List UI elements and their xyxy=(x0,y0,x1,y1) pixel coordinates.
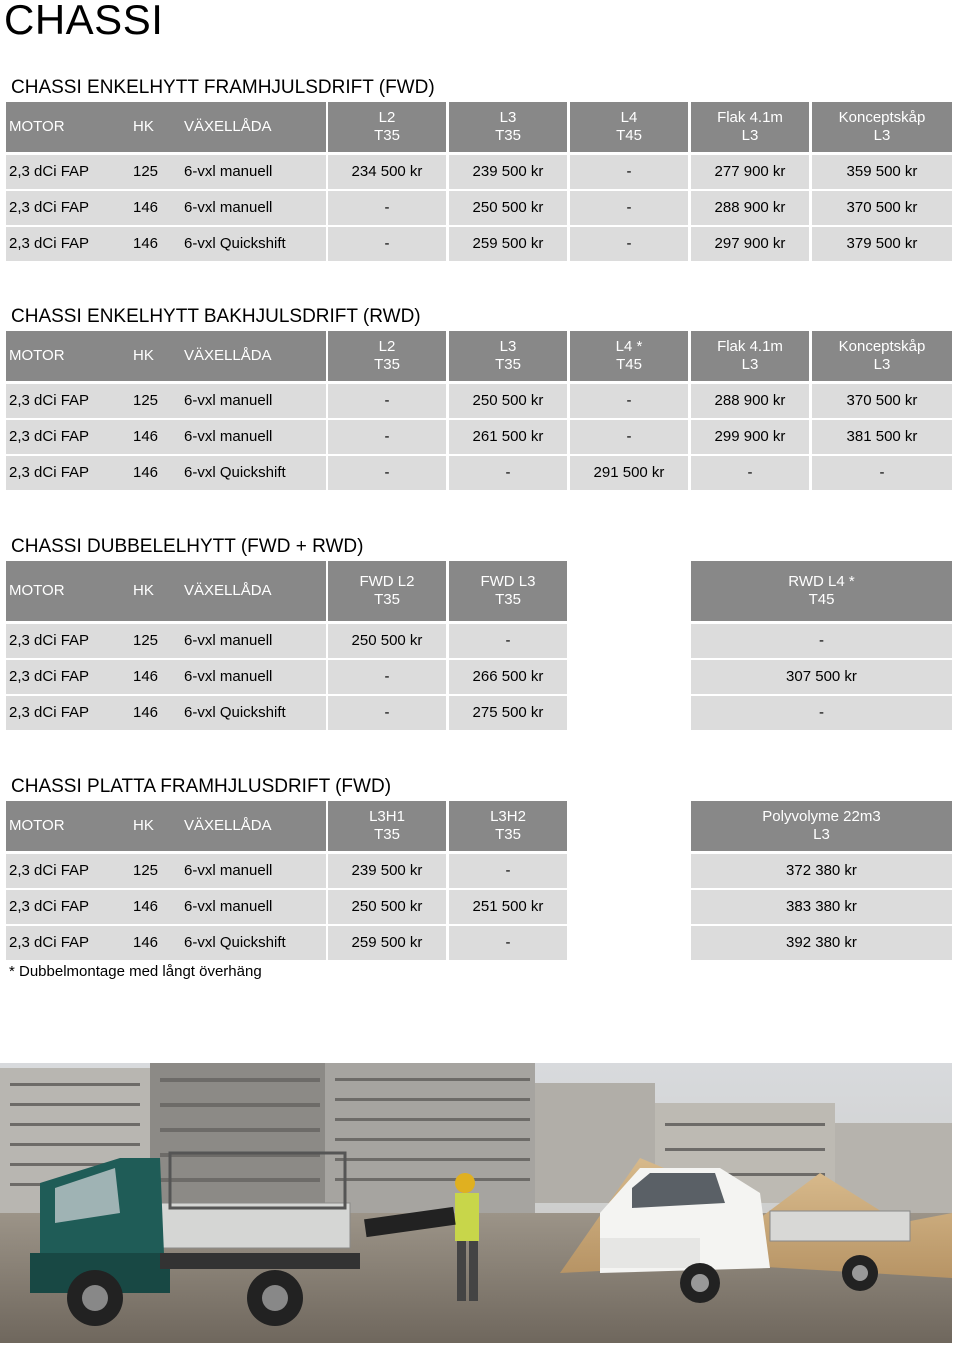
price-table-platform xyxy=(6,801,952,960)
row-hk: 146 xyxy=(133,235,159,252)
column-header xyxy=(691,801,952,851)
row-gear: 6-vxl manuell xyxy=(184,199,273,216)
price-cell: 288 900 kr xyxy=(714,392,786,409)
price-cell: 277 900 kr xyxy=(714,163,786,180)
row-gear: 6-vxl manuell xyxy=(184,862,273,879)
price-cell: 392 380 kr xyxy=(786,934,857,951)
price-cell: 250 500 kr xyxy=(472,199,544,216)
price-cell: 250 500 kr xyxy=(351,898,423,915)
row-hk: 125 xyxy=(133,862,159,879)
row-hk: 146 xyxy=(133,464,159,481)
column-header-line2: T35 xyxy=(495,127,521,144)
column-header-line1: L2 xyxy=(378,109,396,126)
column-header xyxy=(570,102,688,152)
row-motor: 2,3 dCi FAP xyxy=(9,898,90,915)
price-cell: 381 500 kr xyxy=(846,428,918,445)
price-cell: - xyxy=(384,704,390,721)
row-hk: 146 xyxy=(133,668,159,685)
row-motor: 2,3 dCi FAP xyxy=(9,163,90,180)
column-header-line2: L3 xyxy=(813,826,830,843)
section-title: CHASSI PLATTA FRAMHJLUSDRIFT (FWD) xyxy=(11,776,392,797)
price-cell: - xyxy=(505,862,511,879)
column-header xyxy=(691,102,809,152)
column-header xyxy=(570,331,688,381)
footnote: * Dubbelmontage med långt överhäng xyxy=(9,963,262,980)
row-motor: 2,3 dCi FAP xyxy=(9,668,90,685)
price-cell: 275 500 kr xyxy=(472,704,544,721)
section-title: CHASSI ENKELHYTT FRAMHJULSDRIFT (FWD) xyxy=(11,77,435,98)
price-cell: - xyxy=(879,464,885,481)
column-header-line2: L3 xyxy=(873,356,891,373)
price-cell: - xyxy=(819,632,824,649)
price-cell: 297 900 kr xyxy=(714,235,786,252)
price-cell: - xyxy=(384,428,390,445)
price-cell: - xyxy=(384,464,390,481)
column-header xyxy=(328,801,446,851)
row-motor: 2,3 dCi FAP xyxy=(9,934,90,951)
header-motor: MOTOR xyxy=(9,817,65,834)
column-header-line2: T35 xyxy=(495,356,521,373)
price-cell: 250 500 kr xyxy=(351,632,423,649)
column-header xyxy=(449,801,567,851)
price-cell: 370 500 kr xyxy=(846,199,918,216)
price-cell: 266 500 kr xyxy=(472,668,544,685)
column-header xyxy=(691,561,952,621)
column-header xyxy=(449,561,567,621)
price-cell: 234 500 kr xyxy=(351,163,423,180)
column-header-line2: T35 xyxy=(374,127,400,144)
vehicle-photo xyxy=(0,1063,952,1343)
row-gear: 6-vxl Quickshift xyxy=(184,934,286,951)
column-header-line1: L2 xyxy=(378,338,396,355)
price-cell: 370 500 kr xyxy=(846,392,918,409)
header-motor: MOTOR xyxy=(9,582,65,599)
row-gear: 6-vxl manuell xyxy=(184,668,273,685)
column-header xyxy=(449,331,567,381)
row-motor: 2,3 dCi FAP xyxy=(9,632,90,649)
row-motor: 2,3 dCi FAP xyxy=(9,428,90,445)
column-header-line1: L4 * xyxy=(615,338,643,355)
price-cell: 383 380 kr xyxy=(786,898,857,915)
price-table-fwd xyxy=(6,102,952,261)
page-title: CHASSI xyxy=(4,0,164,43)
price-cell: - xyxy=(626,428,632,445)
price-cell: - xyxy=(505,464,511,481)
section-title: CHASSI DUBBELELHYTT (FWD + RWD) xyxy=(11,536,364,557)
header-gear: VÄXELLÅDA xyxy=(184,347,272,364)
row-hk: 125 xyxy=(133,163,159,180)
price-cell: - xyxy=(626,163,632,180)
price-cell: - xyxy=(384,199,390,216)
header-motor: MOTOR xyxy=(9,118,65,135)
price-cell: - xyxy=(626,235,632,252)
column-header-line2: L3 xyxy=(741,356,759,373)
column-header-line2: T35 xyxy=(495,591,521,608)
column-header xyxy=(328,561,446,621)
column-header-line2: L3 xyxy=(741,127,759,144)
row-hk: 146 xyxy=(133,704,159,721)
row-motor: 2,3 dCi FAP xyxy=(9,235,90,252)
column-header-line1: Flak 4.1m xyxy=(717,338,783,355)
column-header-line2: T35 xyxy=(495,826,521,843)
header-motor: MOTOR xyxy=(9,347,65,364)
column-header-line1: RWD L4 * xyxy=(788,573,855,590)
header-gear: VÄXELLÅDA xyxy=(184,582,272,599)
price-cell: 379 500 kr xyxy=(846,235,918,252)
price-cell: - xyxy=(626,199,632,216)
row-motor: 2,3 dCi FAP xyxy=(9,199,90,216)
column-header-line1: Konceptskåp xyxy=(838,109,926,126)
row-motor: 2,3 dCi FAP xyxy=(9,704,90,721)
column-header xyxy=(812,102,952,152)
column-header-line1: L4 xyxy=(620,109,638,126)
price-cell: 291 500 kr xyxy=(593,464,665,481)
row-motor: 2,3 dCi FAP xyxy=(9,862,90,879)
column-header-line1: Konceptskåp xyxy=(838,338,926,355)
column-header xyxy=(449,102,567,152)
row-gear: 6-vxl Quickshift xyxy=(184,704,286,721)
price-cell: 261 500 kr xyxy=(472,428,544,445)
header-hk: HK xyxy=(133,817,154,834)
column-header-line2: L3 xyxy=(873,127,891,144)
price-cell: - xyxy=(384,392,390,409)
row-motor: 2,3 dCi FAP xyxy=(9,392,90,409)
price-cell: 251 500 kr xyxy=(472,898,544,915)
column-header-line1: L3H2 xyxy=(490,808,526,825)
price-cell: 299 900 kr xyxy=(714,428,786,445)
row-motor: 2,3 dCi FAP xyxy=(9,464,90,481)
column-header-line2: T35 xyxy=(374,591,400,608)
row-hk: 125 xyxy=(133,392,159,409)
header-hk: HK xyxy=(133,582,154,599)
header-gear: VÄXELLÅDA xyxy=(184,118,272,135)
price-cell: 372 380 kr xyxy=(786,862,857,879)
header-gear: VÄXELLÅDA xyxy=(184,817,272,834)
price-cell: - xyxy=(384,235,390,252)
column-header-line1: L3 xyxy=(499,338,517,355)
row-gear: 6-vxl Quickshift xyxy=(184,464,286,481)
price-cell: - xyxy=(626,392,632,409)
column-header-line1: Flak 4.1m xyxy=(717,109,783,126)
price-cell: 259 500 kr xyxy=(351,934,423,951)
price-cell: 250 500 kr xyxy=(472,392,544,409)
column-header xyxy=(812,331,952,381)
row-hk: 146 xyxy=(133,199,159,216)
price-cell: - xyxy=(505,934,511,951)
row-hk: 146 xyxy=(133,428,159,445)
price-cell: 359 500 kr xyxy=(846,163,918,180)
price-cell: - xyxy=(819,704,824,721)
column-header-line2: T35 xyxy=(374,356,400,373)
section-title: CHASSI ENKELHYTT BAKHJULSDRIFT (RWD) xyxy=(11,306,421,327)
row-hk: 146 xyxy=(133,898,159,915)
header-hk: HK xyxy=(133,347,154,364)
row-gear: 6-vxl manuell xyxy=(184,632,273,649)
column-header-line1: FWD L3 xyxy=(480,573,536,590)
row-gear: 6-vxl manuell xyxy=(184,428,273,445)
row-gear: 6-vxl Quickshift xyxy=(184,235,286,252)
row-gear: 6-vxl manuell xyxy=(184,898,273,915)
header-hk: HK xyxy=(133,118,154,135)
column-header xyxy=(691,331,809,381)
column-header xyxy=(328,102,446,152)
column-header-line1: L3 xyxy=(499,109,517,126)
column-header-line2: T45 xyxy=(616,127,642,144)
column-header-line1: FWD L2 xyxy=(359,573,415,590)
price-cell: 259 500 kr xyxy=(472,235,544,252)
price-table-double-cab xyxy=(6,561,952,730)
price-cell: 239 500 kr xyxy=(351,862,423,879)
column-header xyxy=(328,331,446,381)
row-hk: 125 xyxy=(133,632,159,649)
price-cell: - xyxy=(384,668,390,685)
row-gear: 6-vxl manuell xyxy=(184,163,273,180)
price-cell: - xyxy=(747,464,753,481)
price-cell: - xyxy=(505,632,511,649)
price-cell: 288 900 kr xyxy=(714,199,786,216)
price-cell: 239 500 kr xyxy=(472,163,544,180)
column-header-line2: T45 xyxy=(616,356,642,373)
price-table-rwd xyxy=(6,331,952,490)
column-header-line2: T45 xyxy=(808,591,835,608)
row-gear: 6-vxl manuell xyxy=(184,392,273,409)
column-header-line1: L3H1 xyxy=(369,808,405,825)
row-hk: 146 xyxy=(133,934,159,951)
price-cell: 307 500 kr xyxy=(786,668,857,685)
column-header-line2: T35 xyxy=(374,826,400,843)
column-header-line1: Polyvolyme 22m3 xyxy=(762,808,881,825)
